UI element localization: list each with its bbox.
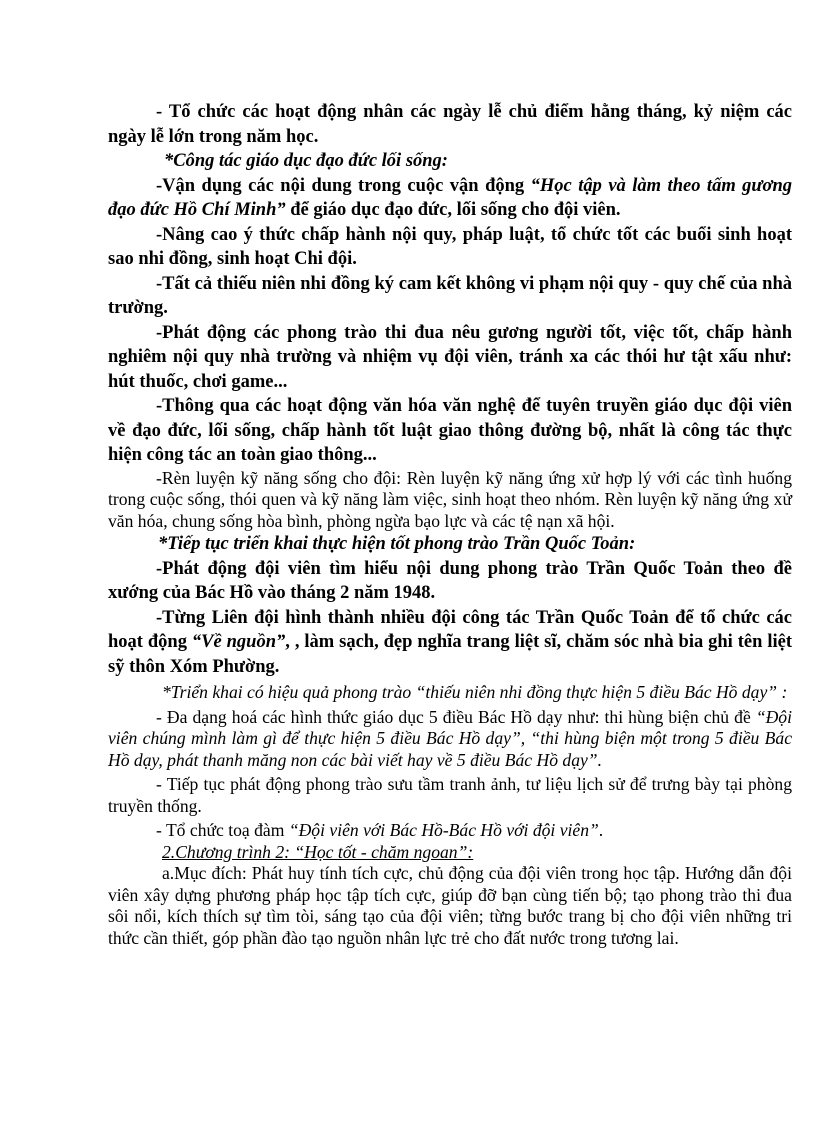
paragraph-culture-activities: -Thông qua các hoạt động văn hóa văn nghệ để tuyên truyền giáo dục đội viên về đạo đức, lối sống, chấp hành tốt luật giao thông đường bộ, nhất là công tác thực hiện công tác an toàn giao thông... [108,396,792,465]
paragraph-life-skills: -Rèn luyện kỹ năng sống cho đội: Rèn luyện kỹ năng ứng xử hợp lý với các tình huống trong cuộc sống, thói quen và kỹ năng làm việc, sinh hoạt theo nhóm. Rèn luyện kỹ năng ứng xử văn hóa, chung sống hòa bình, phòng ngừa bạo lực và các tệ nạn xã hội. [108,467,792,531]
heading-five-teachings: *Triển khai có hiệu quả phong trào “thiếu niên nhi đồng thực hiện 5 điều Bác Hồ dạy” : [162,682,788,702]
paragraph-five-teachings-forms [108,707,792,772]
text: để giáo dục đạo đức, lối sống cho đội viên. [285,200,621,220]
ve-nguon-quote: “Về nguồn” [191,632,286,652]
heading-program-2: 2.Chương trình 2: “Học tốt - chăm ngoan”: [162,841,474,862]
paragraph-tran-quoc-toan-study: -Phát động đội viên tìm hiểu nội dung phong trào Trần Quốc Toản theo đề xướng của Bác Hồ vào tháng 2 năm 1948. [108,558,792,603]
paragraph-rules-awareness: -Nâng cao ý thức chấp hành nội quy, pháp luật, tổ chức tốt các buổi sinh hoạt sao nhi đồng, sinh hoạt Chi đội. [108,224,792,269]
paragraph-campaign [108,174,792,223]
five-teachings-quote: “Đội viên chúng mình làm gì để thực hiện 5 điều Bác Hồ dạy”, “thi hùng biện một trong 5 điều Bác Hồ dạy, phát thanh măng non các bài viết hay về 5 điều Bác Hồ dạy”. [108,706,792,770]
paragraph-emulation: -Phát động các phong trào thi đua nêu gương người tốt, việc tốt, chấp hành nghiêm nội quy nhà trường và nhiệm vụ đội viên, tránh xa các thói hư tật xấu như: hút thuốc, chơi game... [108,322,792,392]
text: -Từng Liên đội hình thành nhiều đội công tác Trần Quốc Toản để tổ chức các hoạt động [108,607,792,652]
campaign-quote: “Học tập và làm theo tấm gương đạo đức Hồ Chí Minh” [108,175,792,220]
heading-tran-quoc-toan: *Tiếp tục triển khai thực hiện tốt phong trào Trần Quốc Toản: [158,534,636,554]
text: , , làm sạch, đẹp nghĩa trang liệt sĩ, chăm sóc nhà bia ghi tên liệt sỹ thôn Xóm Phường. [108,632,793,677]
heading-moral-education: *Công tác giáo dục đạo đức lối sống: [164,151,448,171]
text: - Đa dạng hoá các hình thức giáo dục 5 điều Bác Hồ dạy như: thi hùng biện chủ đề [156,706,756,727]
text: -Vận dụng các nội dung trong cuộc vận động [156,175,531,196]
text: . [598,820,604,840]
paragraph-commitment: -Tất cả thiếu niên nhi đồng ký cam kết không vi phạm nội quy - quy chế của nhà trường. [108,273,792,318]
paragraph-ceremonies: - Tổ chức các hoạt động nhân các ngày lễ chủ điểm hằng tháng, kỷ niệm các ngày lễ lớn trong năm học. [108,102,792,147]
paragraph-seminar [108,820,792,842]
paragraph-purpose: a.Mục đích: Phát huy tính tích cực, chủ động của đội viên trong học tập. Hướng dẫn đội viên xây dựng phương pháp học tập tích cực, giúp đỡ bạn cùng tiến bộ; tạo phong trào thi đua sôi nổi, kích thích sự tìm tòi, sáng tạo của đội viên; từng bước trang bị cho đội viên những tri thức cần thiết, góp phần đào tạo nguồn nhân lực trẻ cho đất nước trong tương lai. [108,863,792,948]
paragraph-collection: - Tiếp tục phát động phong trào sưu tầm tranh ảnh, tư liệu lịch sử để trưng bày tại phòng truyền thống. [108,774,792,816]
paragraph-work-teams [108,606,792,680]
text: - Tổ chức toạ đàm [156,820,289,840]
document-page [108,100,792,949]
seminar-quote: “Đội viên với Bác Hồ-Bác Hồ với đội viên” [288,820,599,840]
